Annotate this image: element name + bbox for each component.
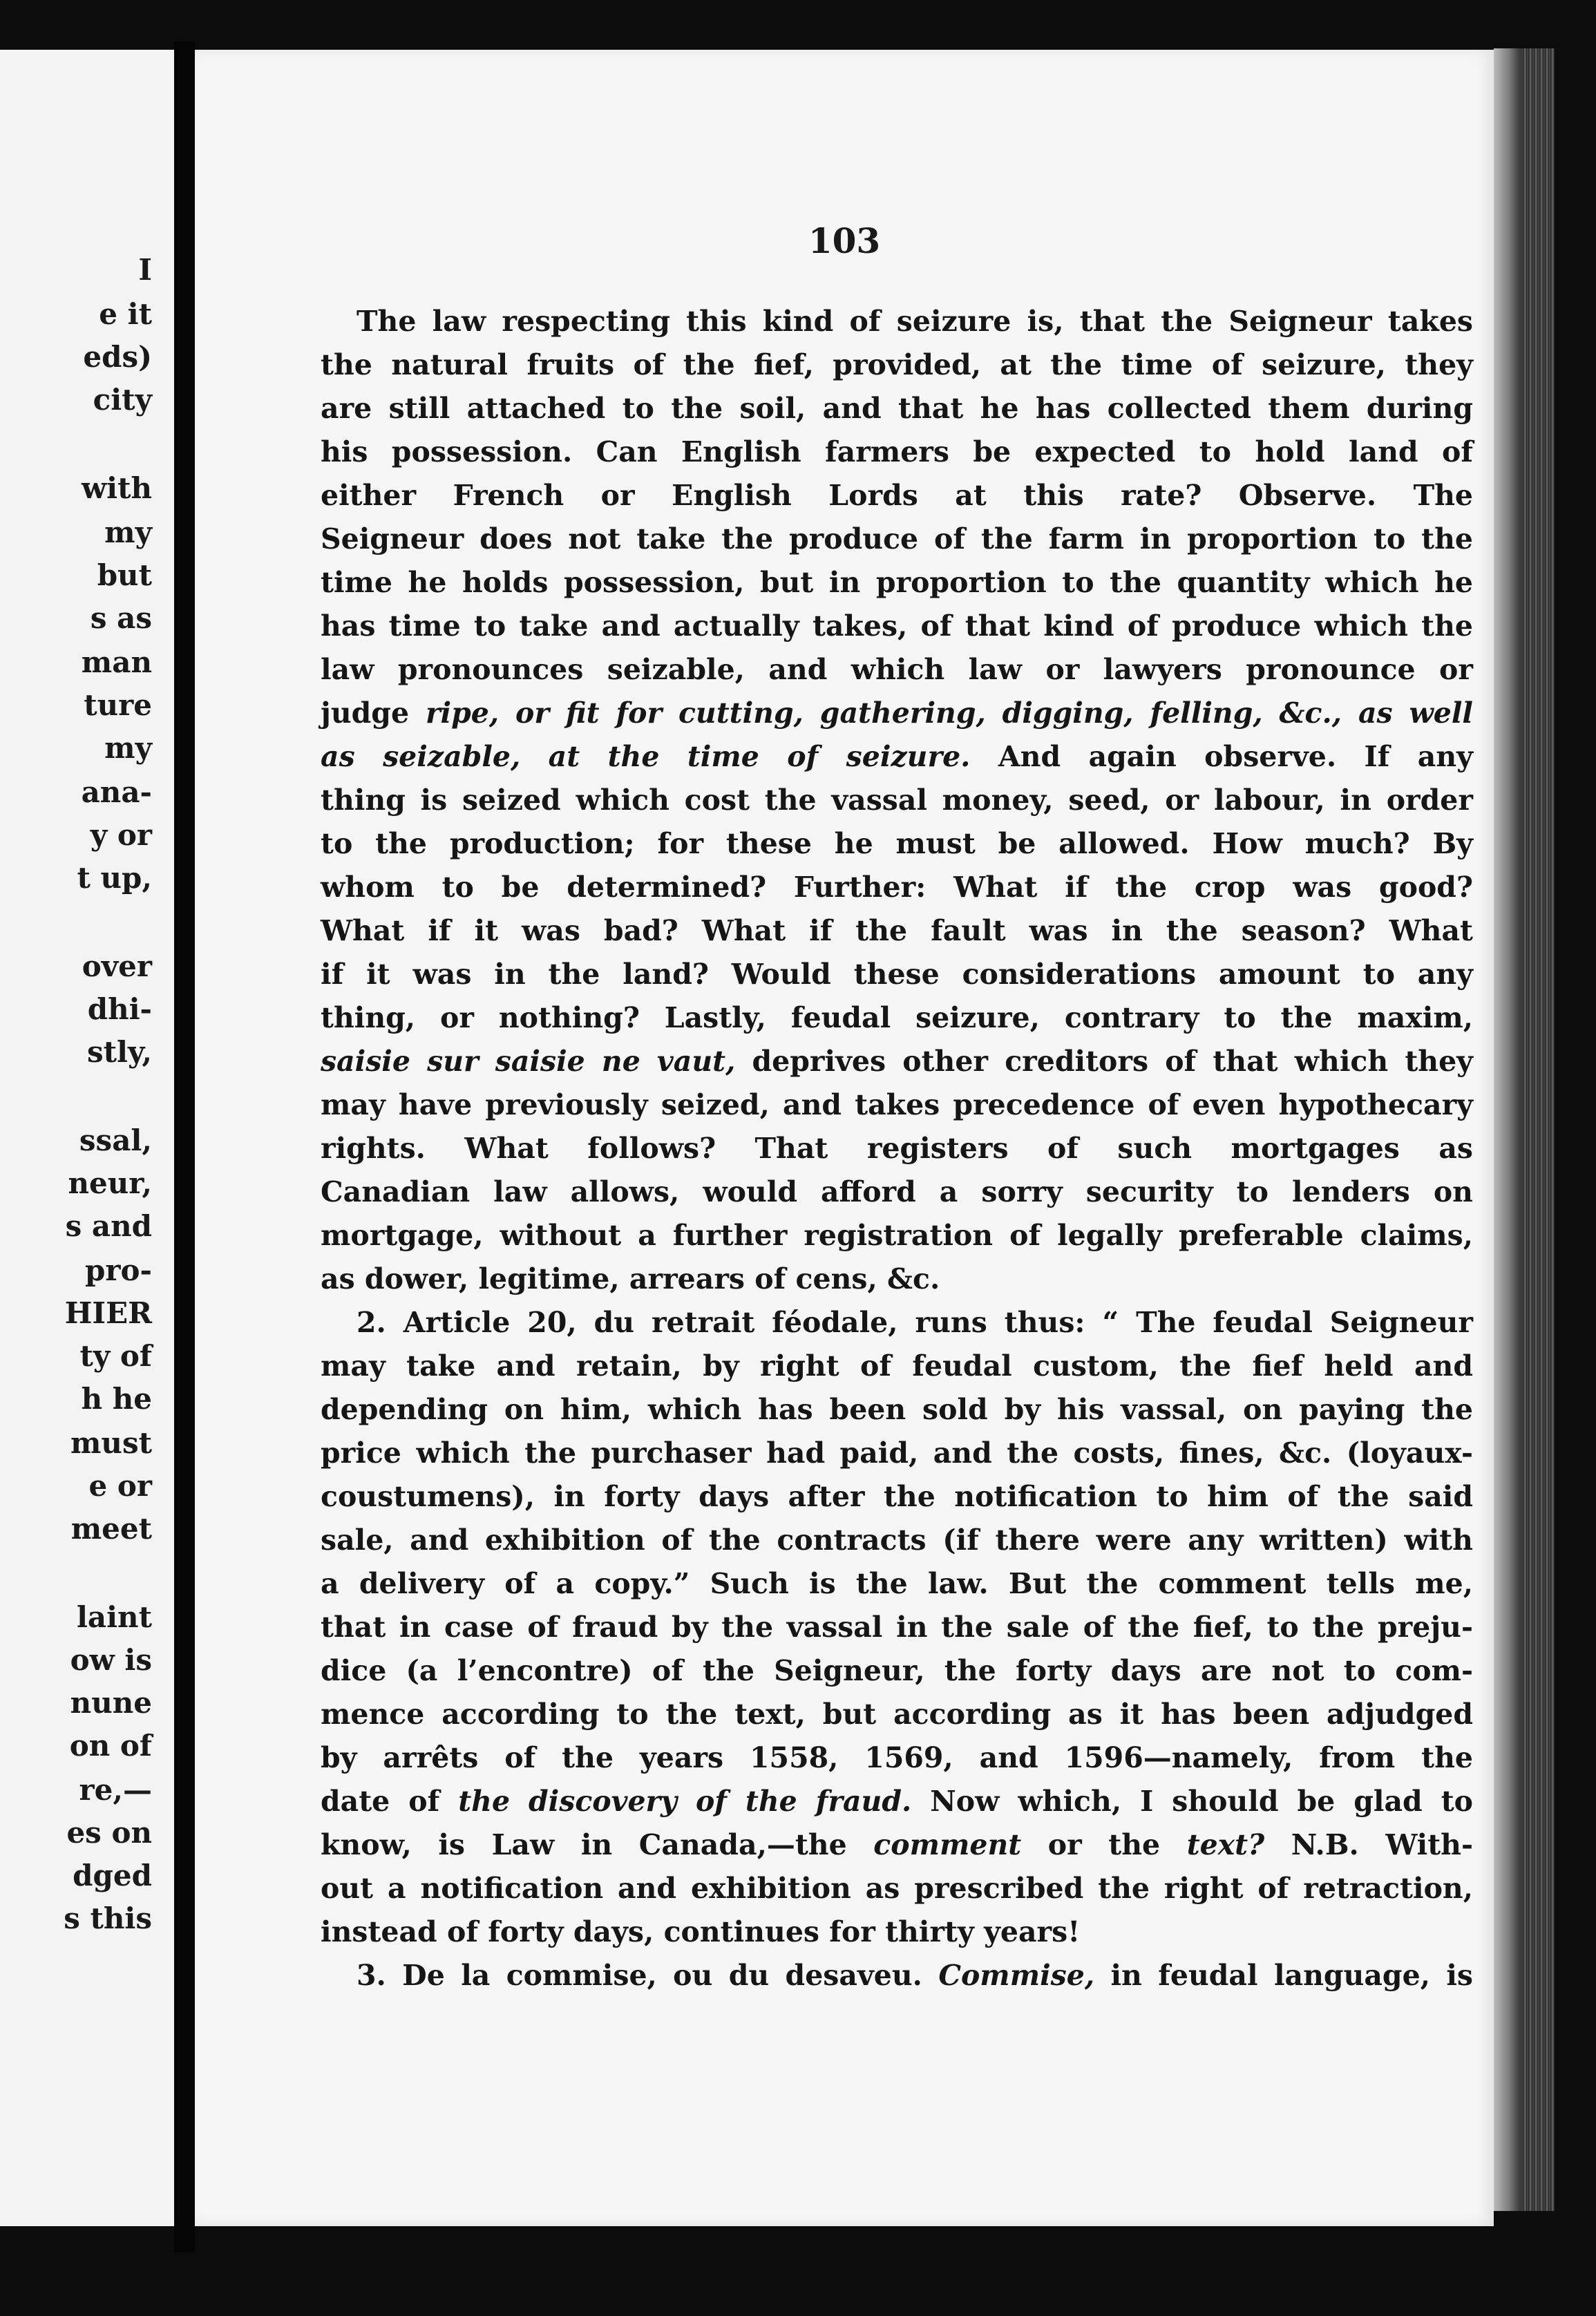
left-page-fragment: neur, [68,1166,152,1200]
left-page-fragment: my [104,731,152,765]
text-line: to the production; for these he must be allowed. How much? By [321,827,1473,860]
left-page-fragment: e or [88,1469,152,1503]
text-line: may take and retain, by right of feudal custom, the fief held and [321,1349,1473,1383]
left-page-fragment: with [81,471,152,505]
left-page-fragment: my [104,515,152,549]
text-line: instead of forty days, continues for thirty years! [321,1915,1081,1948]
left-page-fragment: s and [65,1209,152,1243]
text-line: dice (a l’encontre) of the Seigneur, the forty days are not to com- [321,1654,1473,1687]
text-line: time he holds possession, but in proportion to the quantity which he [321,566,1473,599]
text-line: law pronounces seizable, and which law or lawyers pronounce or [321,653,1473,686]
text-line: mence according to the text, but according as it has been adjudged [321,1698,1473,1731]
left-page-fragment: e it [99,297,152,331]
left-page-fragment: meet [70,1512,152,1546]
page-number: 103 [808,220,881,261]
left-page-fragment: s as [90,601,152,635]
text-line: depending on him, which has been sold by his vassal, on paying the [321,1393,1473,1426]
left-page-fragment: must [70,1426,152,1460]
page-edges-highlight [1494,48,1520,2211]
text-line: has time to take and actually takes, of that kind of produce which the [321,609,1473,643]
right-page [195,50,1494,2226]
text-line: by arrêts of the years 1558, 1569, and 1596—namely, from the [321,1741,1473,1774]
book-gutter [174,41,195,2252]
text-line: Seigneur does not take the produce of the farm in proportion to the [321,522,1473,556]
text-line: What if it was bad? What if the fault was in the season? What [321,914,1473,947]
text-line: mortgage, without a further registration of legally preferable claims, [321,1219,1473,1252]
left-page-fragment: y or [90,818,152,852]
text-line: either French or English Lords at this rate? Observe. The [321,479,1473,512]
text-line: coustumens), in forty days after the notification to him of the said [321,1480,1473,1513]
text-line: date of the discovery of the fraud. Now which, I should be glad to [321,1785,1473,1818]
left-page-edge [0,50,174,2226]
left-page-fragment: ow is [70,1643,152,1677]
text-line: saisie sur saisie ne vaut, deprives other creditors of that which they [321,1045,1474,1078]
left-page-fragment: on of [69,1729,152,1763]
text-line: are still attached to the soil, and that he has collected them during [321,392,1473,425]
text-line: The law respecting this kind of seizure is, that the Seigneur takes [357,305,1473,338]
left-page-fragment: ssal, [79,1123,152,1157]
text-line: sale, and exhibition of the contracts (if there were any written) with [321,1524,1473,1557]
left-page-fragment: city [93,383,152,417]
text-line: as dower, legitime, arrears of cens, &c. [321,1262,940,1295]
text-line: his possession. Can English farmers be expected to hold land of [321,435,1473,468]
left-page-fragment: I [138,253,152,287]
text-line: as seizable, at the time of seizure. And again observe. If any [321,740,1473,773]
left-page-fragment: stly, [86,1035,152,1069]
left-page-fragment: HIER [64,1296,152,1330]
text-line: judge ripe, or fit for cutting, gathering, digging, felling, &c., as well [321,696,1473,730]
text-line: whom to be determined? Further: What if the crop was good? [321,871,1473,904]
left-page-fragment: ty of [79,1339,152,1373]
body-text [321,300,1473,1997]
text-line: thing, or nothing? Lastly, feudal seizure, contrary to the maxim, [321,1001,1473,1034]
left-page-fragment: laint [76,1600,152,1634]
left-page-fragment: es on [66,1816,152,1850]
left-page-fragment: pro- [85,1253,152,1287]
left-page-fragment: nune [70,1686,152,1720]
text-line: may have previously seized, and takes precedence of even hypothecary [321,1088,1473,1121]
left-page-fragment: eds) [83,340,152,374]
left-page-fragment: t up, [77,861,152,895]
text-line: Canadian law allows, would afford a sorry security to lenders on [321,1175,1473,1208]
text-line: price which the purchaser had paid, and the costs, fines, &c. (loyaux- [321,1436,1473,1470]
text-line: a delivery of a copy.” Such is the law. But the comment tells me, [321,1567,1473,1600]
text-line: that in case of fraud by the vassal in the sale of the fief, to the preju- [321,1611,1473,1644]
left-page-fragment: s this [64,1901,152,1935]
left-page-fragment: dhi- [87,992,152,1026]
left-page-fragment: dged [73,1859,152,1892]
left-page-fragment: but [97,558,152,592]
text-line: rights. What follows? That registers of such mortgages as [321,1132,1473,1165]
text-line: thing is seized which cost the vassal money, seed, or labour, in order [321,784,1473,817]
left-page-fragment: ture [84,688,152,722]
left-page-fragment: over [82,949,152,983]
left-page-fragment: man [81,645,152,679]
left-page-fragment: h he [81,1382,152,1416]
text-line: the natural fruits of the fief, provided, at the time of seizure, they [321,348,1473,381]
left-page-fragment: re,— [79,1773,152,1807]
text-line: out a notification and exhibition as prescribed the right of retraction, [321,1872,1473,1905]
text-line: if it was in the land? Would these considerations amount to any [321,958,1473,991]
text-line: 3. De la commise, ou du desaveu. Commise, in feudal language, is [357,1959,1473,1992]
text-line: 2. Article 20, du retrait féodale, runs thus: “ The feudal Seigneur [357,1306,1473,1339]
left-page-fragment: ana- [81,775,152,809]
text-line: know, is Law in Canada,—the comment or the text? N.B. With- [321,1828,1473,1861]
